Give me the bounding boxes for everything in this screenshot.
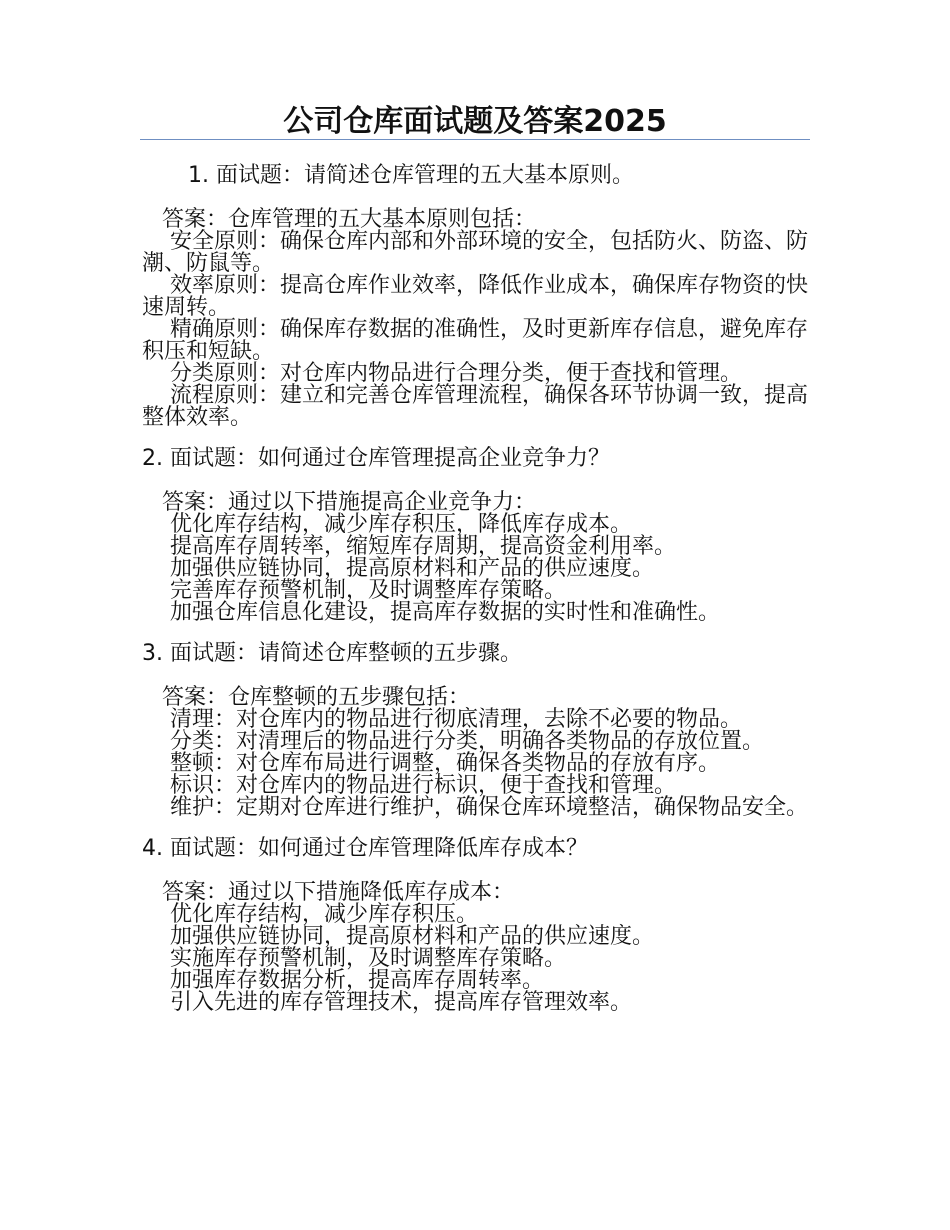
answer-1-item: 精确原则：确保库存数据的准确性，及时更新库存信息，避免库存积压和短缺。: [142, 317, 809, 364]
answer-intro-2: 答案：通过以下措施提高企业竞争力：: [162, 490, 537, 515]
answer-1-item: 流程原则：建立和完善仓库管理流程，确保各环节协调一致，提高整体效率。: [142, 383, 809, 430]
answer-intro-4: 答案：通过以下措施降低库存成本：: [162, 880, 515, 905]
answer-intro-1: 答案：仓库管理的五大基本原则包括：: [162, 207, 537, 232]
answer-2: [142, 492, 810, 624]
answer-1-item: 安全原则：确保仓库内部和外部环境的安全，包括防火、防盗、防潮、防鼠等。: [142, 229, 809, 276]
answer-3-item: 维护：定期对仓库进行维护，确保仓库环境整洁，确保物品安全。: [170, 795, 809, 820]
question-3: 3. 面试题：请简述仓库整顿的五步骤。: [142, 641, 522, 666]
answer-3-item: 标识：对仓库内的物品进行标识，便于查找和管理。: [170, 773, 677, 798]
title-underline: [140, 139, 810, 140]
answer-2-item: 提高库存周转率，缩短库存周期，提高资金利用率。: [170, 534, 677, 559]
qa-section-3: [142, 640, 810, 819]
answer-4: [142, 882, 810, 1014]
answer-4-item: 实施库存预警机制，及时调整库存策略。: [170, 946, 567, 971]
qa-section-4: [142, 835, 810, 1014]
answer-2-item: 优化库存结构，减少库存积压，降低库存成本。: [170, 512, 633, 537]
answer-3-item: 清理：对仓库内的物品进行彻底清理，去除不必要的物品。: [170, 707, 743, 732]
answer-4-item: 加强库存数据分析，提高库存周转率。: [170, 968, 545, 993]
answer-2-item: 加强供应链协同，提高原材料和产品的供应速度。: [170, 556, 655, 581]
answer-1: [142, 209, 810, 429]
answer-3-item: 分类：对清理后的物品进行分类，明确各类物品的存放位置。: [170, 729, 765, 754]
question-4: 4. 面试题：如何通过仓库管理降低库存成本？: [142, 836, 588, 861]
document-body: [142, 158, 810, 1014]
answer-1-item: 效率原则：提高仓库作业效率，降低作业成本，确保库存物资的快速周转。: [142, 273, 809, 320]
question-1: 1. 面试题：请简述仓库管理的五大基本原则。: [188, 163, 634, 188]
answer-intro-3: 答案：仓库整顿的五步骤包括：: [162, 685, 471, 710]
answer-4-item: 优化库存结构，减少库存积压。: [170, 902, 479, 927]
answer-3: [142, 687, 810, 819]
answer-2-item: 完善库存预警机制，及时调整库存策略。: [170, 578, 567, 603]
answer-4-item: 加强供应链协同，提高原材料和产品的供应速度。: [170, 924, 655, 949]
answer-4-item: 引入先进的库存管理技术，提高库存管理效率。: [170, 990, 633, 1015]
answer-2-item: 加强仓库信息化建设，提高库存数据的实时性和准确性。: [170, 600, 721, 625]
document-title: 公司仓库面试题及答案2025: [283, 104, 667, 139]
qa-section-1: [142, 162, 810, 429]
answer-3-item: 整顿：对仓库布局进行调整，确保各类物品的存放有序。: [170, 751, 721, 776]
answer-1-item: 分类原则：对仓库内物品进行合理分类，便于查找和管理。: [170, 361, 743, 386]
question-2: 2. 面试题：如何通过仓库管理提高企业竞争力？: [142, 446, 610, 471]
qa-section-2: [142, 445, 810, 624]
